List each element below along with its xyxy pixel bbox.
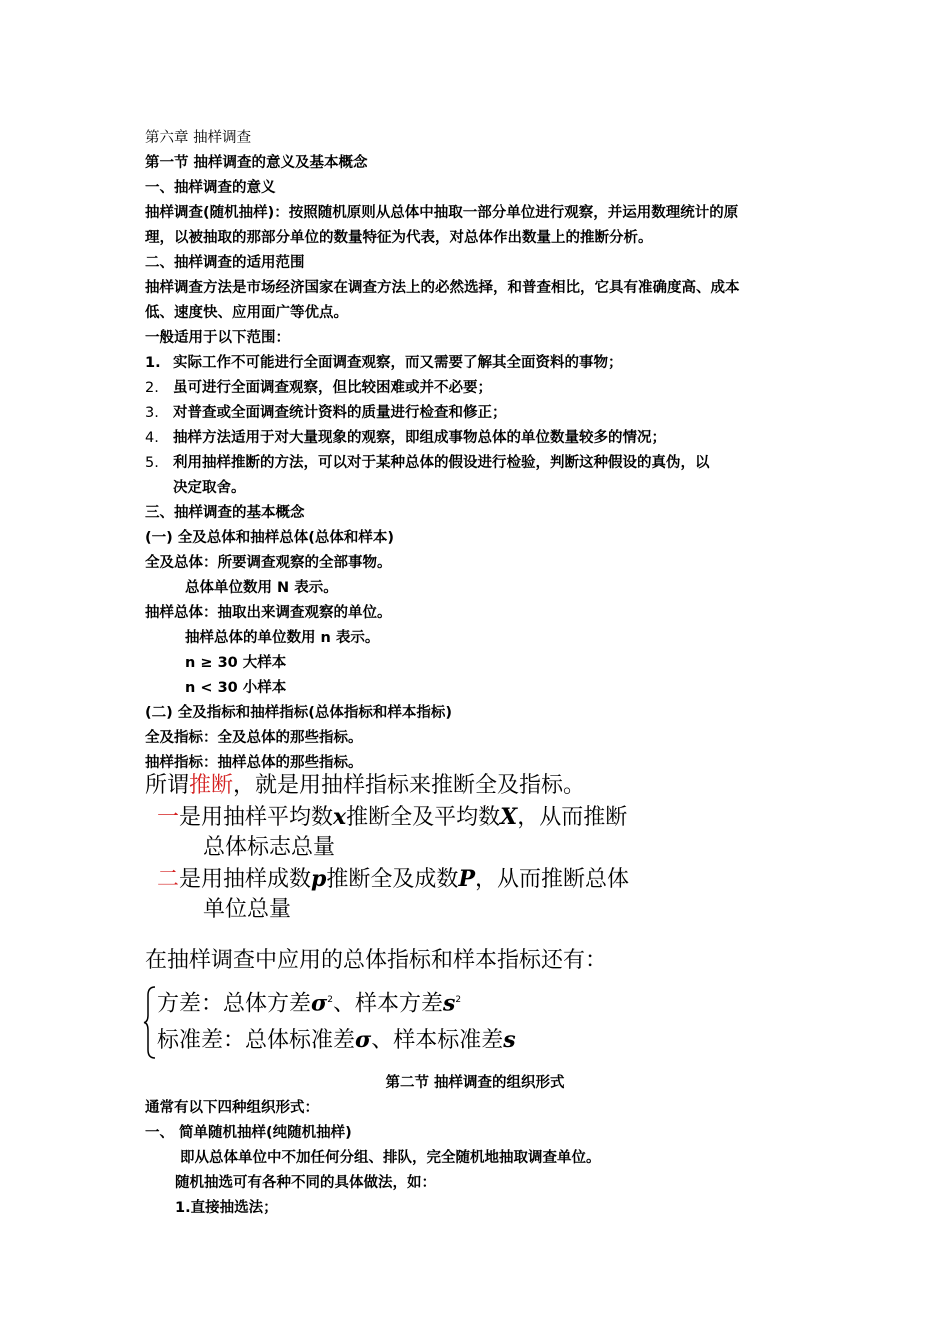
inference-point-1 <box>157 801 627 834</box>
inference-point-1-cont: 总体标志总量 <box>203 835 336 860</box>
list-text: 利用抽样推断的方法，可以对于某种总体的假设进行检验，判断这种假设的真伪，以 <box>173 455 710 471</box>
left-brace-icon <box>143 985 157 1060</box>
superscript-2: 2 <box>455 995 462 1005</box>
std-dev-text-b: 、样本标准差 <box>371 1028 504 1053</box>
scope-line-1: 抽样调查方法是市场经济国家在调查方法上的必然选择，和普查相比，它具有准确度高、成本 <box>145 280 740 296</box>
point-1-marker: 一 <box>157 805 180 830</box>
inference-keyword: 推断 <box>189 773 234 798</box>
population-indicator: 全及指标：全及总体的那些指标。 <box>145 730 363 746</box>
symbol-P: P <box>458 866 475 892</box>
heading-concepts: 三、抽样调查的基本概念 <box>145 505 305 521</box>
inference-point-2 <box>157 863 629 896</box>
point-1-text-c: ，从而推断 <box>517 805 628 830</box>
section2-intro: 通常有以下四种组织形式： <box>145 1100 319 1116</box>
definition-line-1: 抽样调查(随机抽样)：按照随机原则从总体中抽取一部分单位进行观察，并运用数理统计的原 <box>145 205 739 221</box>
std-dev-line <box>157 1024 516 1057</box>
variance-text-b: 、样本方差 <box>332 991 443 1017</box>
std-dev-text-a: 标准差：总体标准差 <box>157 1028 356 1053</box>
variance-line <box>157 984 461 1020</box>
symbol-x: x <box>333 804 347 830</box>
point-1-text-a: 是用抽样平均数 <box>179 805 334 830</box>
list-text: 虽可进行全面调查观察，但比较困难或并不必要； <box>173 380 492 396</box>
section1-title: 第一节 抽样调查的意义及基本概念 <box>145 155 368 171</box>
inference-post: ，就是用抽样指标来推断全及指标。 <box>233 773 586 798</box>
subheading-indicators: (二) 全及指标和抽样指标(总体指标和样本指标) <box>145 705 453 721</box>
sample-definition: 抽样总体：抽取出来调查观察的单位。 <box>145 605 392 621</box>
list-item-continuation: 决定取舍。 <box>173 480 246 496</box>
point-2-text-b: 推断全及成数 <box>326 867 459 892</box>
direct-selection: 1.直接抽选法； <box>175 1200 278 1216</box>
list-text: 实际工作不可能进行全面调查观察，而又需要了解其全面资料的事物； <box>173 355 623 371</box>
symbol-X: X <box>500 804 518 830</box>
point-2-text-a: 是用抽样成数 <box>179 867 312 892</box>
subheading-population: (一) 全及总体和抽样总体(总体和样本) <box>145 530 395 546</box>
list-number: 3. <box>145 405 159 421</box>
symbol-sigma-squared: σ <box>311 990 328 1017</box>
symbol-s: s <box>503 1027 516 1053</box>
point-2-text-c: ，从而推断总体 <box>474 867 629 892</box>
small-sample: n < 30 小样本 <box>185 680 287 696</box>
list-text: 抽样方法适用于对大量现象的观察，即组成事物总体的单位数量较多的情况； <box>173 430 666 446</box>
symbol-sigma: σ <box>355 1027 372 1053</box>
symbol-p: p <box>311 866 327 892</box>
superscript-2: 2 <box>327 995 333 1005</box>
simple-random-desc: 即从总体单位中不加任何分组、排队，完全随机地抽取调查单位。 <box>180 1150 601 1166</box>
selection-methods: 随机抽选可有各种不同的具体做法，如： <box>175 1175 436 1191</box>
list-number: 2. <box>145 380 159 396</box>
symbol-s-squared: s <box>443 990 456 1017</box>
inference-point-2-cont: 单位总量 <box>203 897 292 922</box>
variance-heading: 在抽样调查中应用的总体指标和样本指标还有： <box>145 948 608 973</box>
inference-pre: 所谓 <box>145 773 190 798</box>
section2-title: 第二节 抽样调查的组织形式 <box>385 1075 565 1091</box>
population-count: 总体单位数用 N 表示。 <box>185 580 338 596</box>
large-sample: n ≥ 30 大样本 <box>185 655 287 671</box>
scope-intro: 一般适用于以下范围： <box>145 330 290 346</box>
definition-line-2: 理，以被抽取的那部分单位的数量特征为代表，对总体作出数量上的推断分析。 <box>145 230 653 246</box>
list-number: 4. <box>145 430 159 446</box>
heading-scope: 二、抽样调查的适用范围 <box>145 255 305 271</box>
list-number: 5. <box>145 455 159 471</box>
chapter-title: 第六章 抽样调查 <box>145 130 252 146</box>
inference-heading <box>145 770 585 802</box>
point-2-marker: 二 <box>157 867 180 892</box>
scope-line-2: 低、速度快、应用面广等优点。 <box>145 305 348 321</box>
list-number: 1. <box>145 355 161 371</box>
population-definition: 全及总体：所要调查观察的全部事物。 <box>145 555 392 571</box>
heading-simple-random: 一、 简单随机抽样(纯随机抽样) <box>145 1125 352 1141</box>
variance-text-a: 方差：总体方差 <box>157 991 312 1017</box>
heading-meaning: 一、抽样调查的意义 <box>145 180 276 196</box>
list-text: 对普查或全面调查统计资料的质量进行检查和修正； <box>173 405 507 421</box>
sample-indicator: 抽样指标：抽样总体的那些指标。 <box>145 755 363 771</box>
sample-count: 抽样总体的单位数用 n 表示。 <box>185 630 380 646</box>
point-1-text-b: 推断全及平均数 <box>346 805 501 830</box>
